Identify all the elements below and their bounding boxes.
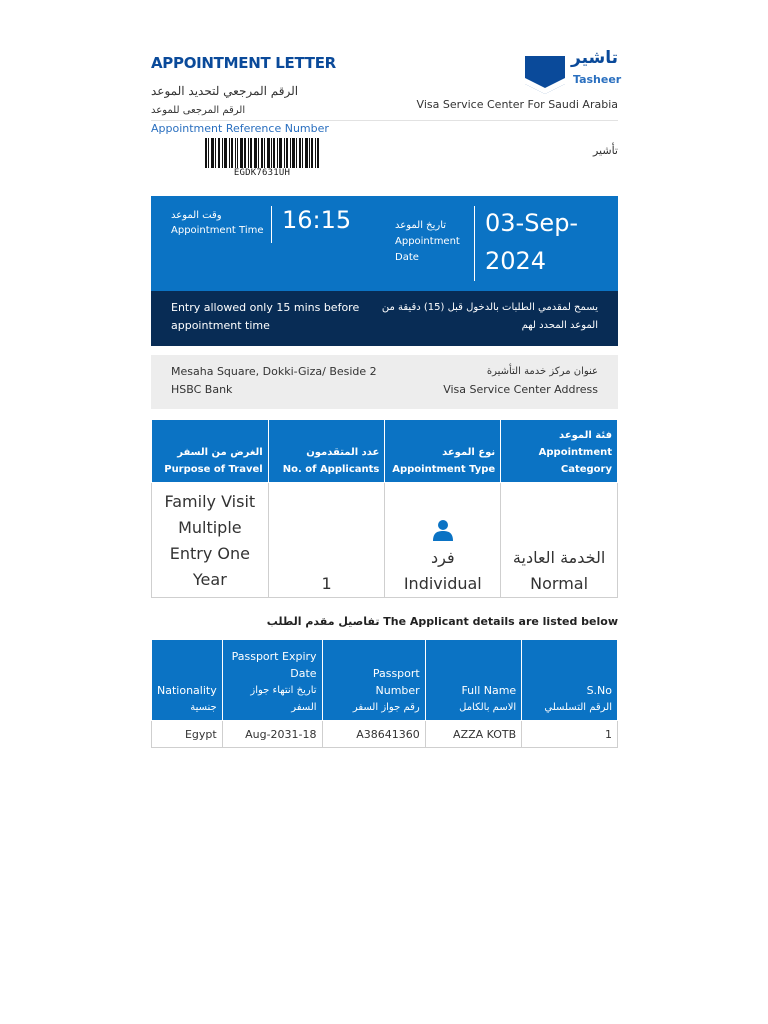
time-label-en: Appointment Time — [171, 225, 264, 236]
reference-label: Appointment Reference Number — [151, 122, 329, 135]
header-passport-expiry: Passport Expiry Date تاريخ انتهاء جواز السفر — [222, 640, 322, 721]
person-icon — [432, 519, 454, 541]
address-label-en: Visa Service Center Address — [443, 383, 598, 396]
address-panel — [151, 355, 618, 409]
vsc-title: Visa Service Center For Saudi Arabia — [416, 98, 618, 111]
logo-arabic-text: تاشير — [571, 48, 618, 68]
ar-tasheer-label: تأشير — [592, 144, 618, 157]
sno-cell: 1 — [522, 721, 618, 748]
appointment-time: 16:15 — [282, 206, 352, 234]
table-row — [152, 483, 618, 598]
entry-notice-ar: يسمح لمقدمي الطلبات بالدخول قبل (15) دقيقة من الموعد المحدد لهم — [381, 302, 598, 331]
entry-notice-en: Entry allowed only 15 mins before appointment time — [171, 301, 360, 332]
type-en: Individual — [403, 574, 482, 593]
ar-reference-title: الرقم المرجعي لتحديد الموعد — [151, 84, 299, 98]
header-sno: S.No الرقم التسلسلي — [522, 640, 618, 721]
date-divider — [474, 206, 475, 281]
applicants-cell: 1 — [268, 483, 385, 598]
header-nationality: Nationality جنسية — [152, 640, 223, 721]
passport-cell: A38641360 — [322, 721, 425, 748]
tasheer-logo-icon — [525, 54, 565, 98]
header-applicants: عدد المتقدمون No. of Applicants — [268, 420, 385, 483]
time-divider — [271, 206, 272, 243]
date-label-en: Appointment Date — [395, 236, 460, 263]
entry-notice-panel — [151, 291, 618, 346]
table-header-row — [152, 640, 618, 721]
page-title: APPOINTMENT LETTER — [151, 54, 336, 72]
barcode — [205, 138, 319, 168]
header-purpose: الغرض من السفر Purpose of Travel — [152, 420, 269, 483]
header-passport-number: Passport Number رقم جواز السفر — [322, 640, 425, 721]
header-divider — [151, 120, 618, 121]
header-full-name: Full Name الاسم بالكامل — [425, 640, 521, 721]
category-cell — [501, 483, 618, 598]
table-row — [152, 721, 618, 748]
type-cell — [385, 483, 501, 598]
appointment-date: 03-Sep-2024 — [485, 209, 579, 275]
vsc-address: Mesaha Square, Dokki-Giza/ Beside 2 HSBC Bank — [171, 365, 377, 396]
type-ar: فرد — [430, 548, 455, 567]
table-header-row — [152, 420, 618, 483]
address-label-ar: عنوان مركز خدمة التأشيرة — [486, 366, 598, 377]
logo-english-text: Tasheer — [573, 73, 622, 86]
category-en: Normal — [530, 574, 589, 593]
applicant-details-table — [151, 639, 618, 748]
expiry-cell: Aug-2031-18 — [222, 721, 322, 748]
ar-reference-subtitle: الرقم المرجعى للموعد — [151, 105, 246, 116]
applicant-caption: تفاصيل مقدم الطلب The Applicant details are listed below — [266, 615, 618, 628]
name-cell: AZZA KOTB — [425, 721, 521, 748]
appointment-datetime-panel — [151, 196, 618, 291]
nationality-cell: Egypt — [152, 721, 223, 748]
appointment-summary-table — [151, 419, 618, 598]
date-label-ar: تاريخ الموعد — [395, 220, 447, 231]
category-ar: الخدمة العادية — [512, 548, 606, 567]
header-type: نوع الموعد Appointment Type — [385, 420, 501, 483]
barcode-number: EGDK7631UH — [233, 168, 291, 178]
header-category: فئة الموعد Appointment Category — [501, 420, 618, 483]
purpose-cell: Family Visit Multiple Entry One Year — [152, 483, 269, 598]
time-label-ar: وقت الموعد — [171, 210, 222, 221]
